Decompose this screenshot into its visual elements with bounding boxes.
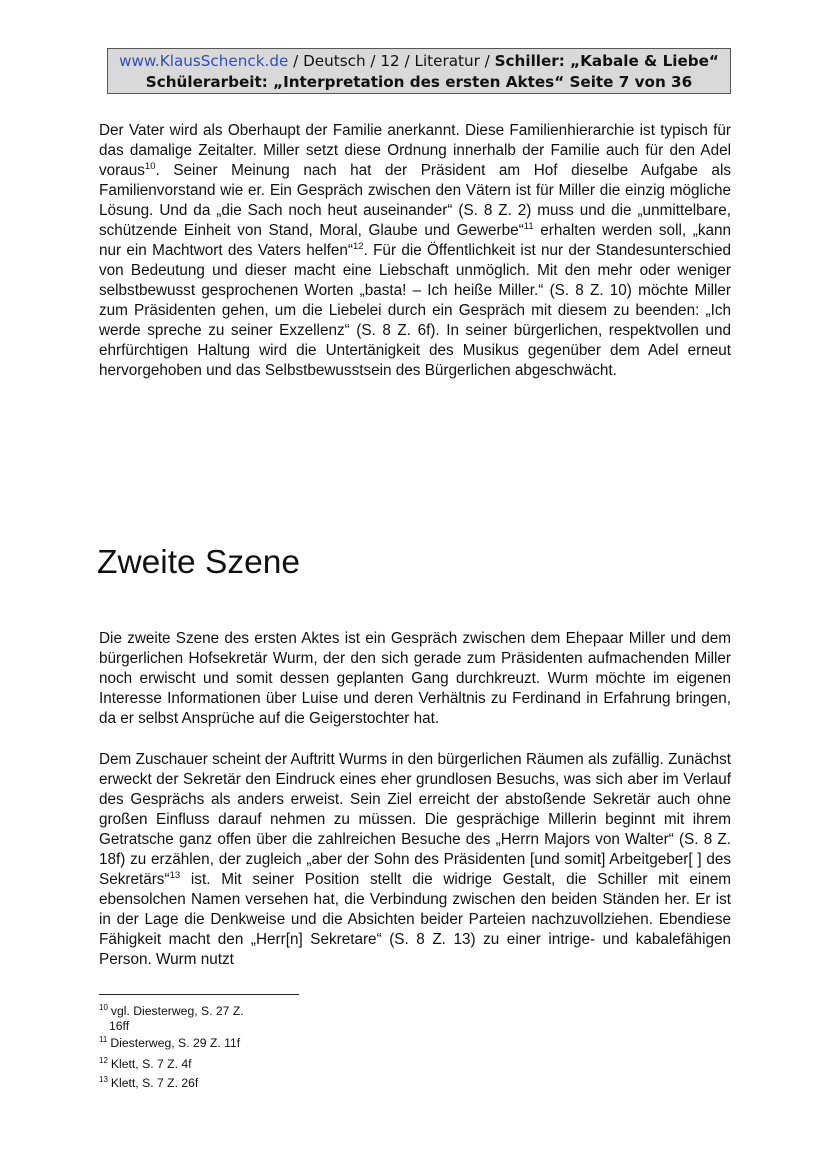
footnote-number: 13: [99, 1074, 108, 1084]
footnote-number: 12: [99, 1055, 108, 1065]
paragraph-text: Dem Zuschauer scheint der Auftritt Wurms in den bürgerlichen Räumen als zufällig. Zunächst erweckt der Sekretär den Eindruck eines eher grundlosen Besuchs, was sich aber im Verlauf des Gesprächs als anders erweist. Sein Ziel erreicht der abstoßende Sekretär auch ohne großen Einfluss darauf nehmen zu müssen. Die gesprächige Millerin beginnt mit ihrem Getratsche ganz offen über die zahlreichen Besuche des „Herrn Majors von Walter“ (S. 8 Z. 18f) zu erzählen, der zugleich „aber der Sohn des Präsidenten [und somit] Arbeitgeber[ ] des Sekretärs“: [99, 751, 731, 888]
footnote-12: [99, 1057, 192, 1072]
footnote-text-continued: 16ff: [109, 1019, 130, 1033]
page-header: [107, 48, 731, 94]
paragraph-father: [99, 121, 731, 381]
header-work-title: Schiller: „Kabale & Liebe“: [494, 52, 719, 70]
section-heading: Zweite Szene: [97, 544, 300, 581]
paragraph-scene-intro: Die zweite Szene des ersten Aktes ist ein Gespräch zwischen dem Ehepaar Miller und dem bürgerlichen Hofsekretär Wurm, der den sich gerade zum Präsidenten aufmachenden Miller noch erwischt und somit dessen geplanten Gang durchkreuzt. Wurm möchte im eigenen Interesse Informationen über Luise und deren Verhältnis zu Ferdinand in Erfahrung bringen, da er selbst Ansprüche auf die Geigerstochter hat.: [99, 630, 731, 727]
paragraph-text: Der Vater wird als Oberhaupt der Familie anerkannt. Diese Familienhierarchie ist typisch für das damalige Zeitalter. Miller setzt diese Ordnung innerhalb der Familie auch für den Adel voraus: [99, 122, 731, 179]
paragraph-text: ist. Mit seiner Position stellt die widrige Gestalt, die Schiller mit einem ebensolchen Namen versehen hat, die Verbindung zwischen den beiden Ständen her. Er ist in der Lage die Denkweise und die Absichten beider Parteien nachzuvollziehen. Ebendiese Fähigkeit macht den „Herr[n] Sekretare“ (S. 8 Z. 13) zu einer intrige- und kabalefähigen Person. Wurm nutzt: [99, 871, 731, 968]
footnote-text: Klett, S. 7 Z. 26f: [110, 1076, 199, 1090]
footnote-text: Klett, S. 7 Z. 4f: [110, 1057, 192, 1071]
footnote-text: vgl. Diesterweg, S. 27 Z.: [110, 1004, 244, 1018]
footnote-ref: 12: [352, 240, 364, 252]
paragraph-text: . Für die Öffentlichkeit ist nur der Standesunterschied von Bedeutung und dieser macht eine Liebschaft unmöglich. Mit den mehr oder weniger selbstbewusst gesprochenen Worten „basta! – Ich heiße Miller.“ (S. 8 Z. 10) möchte Miller zum Präsidenten gehen, um die Liebelei durch ein Gespräch mit diesem zu beenden: „Ich werde spreche zu seiner Exzellenz“ (S. 8 Z. 6f). In seiner bürgerlichen, respektvollen und ehrfürchtigen Haltung wird die Untertänigkeit des Musikus gegenüber dem Adel erneut hervorgehoben und das Selbstbewusstsein des Bürgerlichen abgeschwächt.: [99, 242, 731, 379]
footnote-ref: 11: [523, 220, 534, 232]
footnote-text: Diesterweg, S. 29 Z. 11f: [110, 1036, 241, 1050]
paragraph-text: . Seiner Meinung nach hat der Präsident am Hof dieselbe Aufgabe als Familienvorstand wie er. Ein Gespräch zwischen den Vätern ist für Miller die einzig mögliche Lösung. Und da „die Sach noch heut auseinander“ (S. 8 Z. 2) muss und die „unmittelbare, schützende Einheit von Stand, Moral, Glaube und Gewerbe“: [99, 162, 731, 239]
footnote-13: [99, 1076, 198, 1091]
header-subtitle: Schülerarbeit: „Interpretation des ersten Aktes“ Seite 7 von 36: [145, 73, 693, 91]
header-line-1: [108, 51, 730, 72]
footnote-ref: 13: [169, 869, 181, 881]
header-path: / Deutsch / 12 / Literatur /: [288, 52, 495, 70]
footnote-10: [99, 1004, 244, 1034]
paragraph-text: erhalten werden soll, „kann nur ein Machtwort des Vaters helfen“: [99, 222, 731, 259]
footnote-number: 10: [99, 1002, 108, 1012]
footnote-separator: [99, 994, 299, 995]
site-link[interactable]: www.KlausSchenck.de: [119, 52, 289, 70]
footnote-ref: 10: [144, 160, 156, 172]
footnote-number: 11: [99, 1034, 108, 1044]
header-line-2: [108, 72, 730, 93]
paragraph-wurm: [99, 750, 731, 970]
footnote-11: [99, 1036, 240, 1051]
